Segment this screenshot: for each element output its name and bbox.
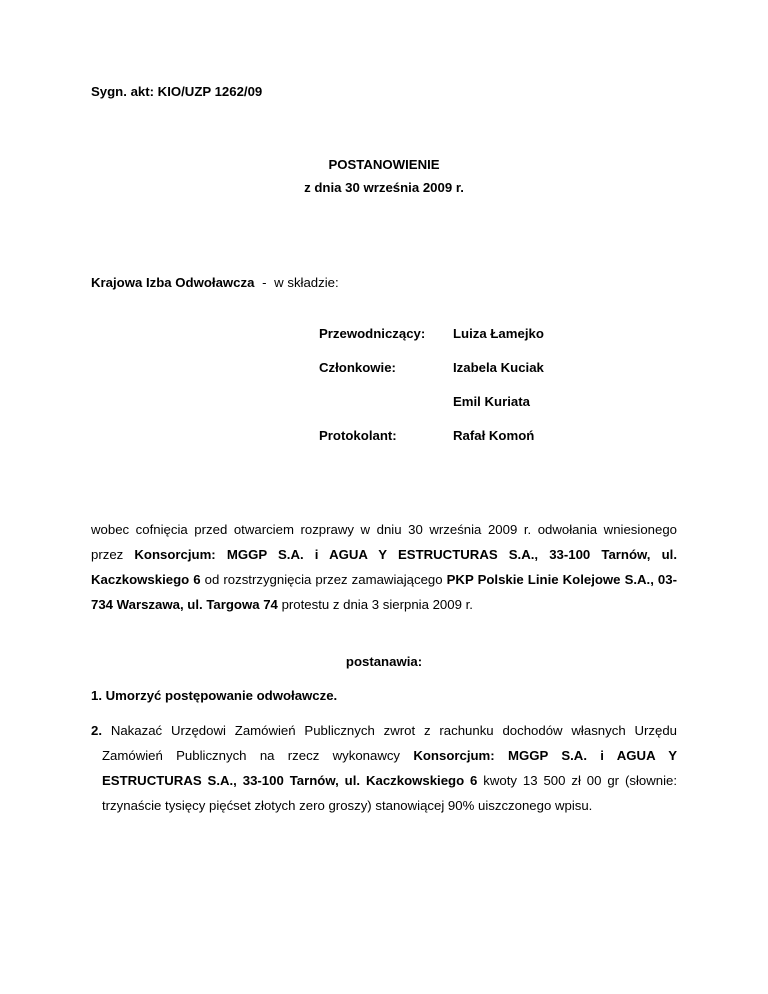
appellant-name: Konsorcjum: MGGP S.A. i AGUA Y ESTRUCTURAS S.A., 33-100 Tarnów, ul. Kaczkowskiego 6: [91, 547, 677, 587]
chamber-separator: -: [262, 275, 267, 290]
intro-text-2: od rozstrzygnięcia przez zamawiającego: [200, 572, 447, 587]
member-1-name: Izabela Kuciak: [453, 360, 544, 375]
chair-name: Luiza Łamejko: [453, 326, 544, 341]
chamber-composition: w składzie:: [274, 275, 339, 290]
case-number: Sygn. akt: KIO/UZP 1262/09: [91, 84, 263, 99]
member-2-name: Emil Kuriata: [453, 394, 530, 409]
item-2-party: Konsorcjum: MGGP S.A. i AGUA Y ESTRUCTURAS S.A., 33-100 Tarnów, ul. Kaczkowskiego 6: [102, 748, 677, 788]
members-label: Członkowie:: [319, 360, 396, 375]
decision-item-1: 1. Umorzyć postępowanie odwoławcze.: [91, 688, 338, 703]
clerk-label: Protokolant:: [319, 428, 397, 443]
intro-text-3: protestu z dnia 3 sierpnia 2009 r.: [277, 597, 473, 612]
intro-text-1: wobec cofnięcia przed otwarciem rozprawy w dniu 30 września 2009 r. odwołania wniesionego przez: [91, 522, 677, 562]
chamber-name: Krajowa Izba Odwoławcza: [91, 275, 255, 290]
intro-paragraph: [91, 517, 677, 617]
contracting-authority: PKP Polskie Linie Kolejowe S.A., 03-734 Warszawa, ul. Targowa 74: [91, 572, 677, 612]
chamber-line: [91, 275, 339, 290]
document-date: z dnia 30 września 2009 r.: [304, 180, 464, 195]
item-2-text-2: kwoty 13 500 zł 00 gr (słownie: trzynaście tysięcy pięćset złotych zero groszy) stanowiącej 90% uiszczonego wpisu.: [102, 773, 678, 813]
item-2-text-1: Nakazać Urzędowi Zamówień Publicznych zwrot z rachunku dochodów własnych Urzędu Zamówień Publicznych na rzecz wykonawcy: [102, 723, 677, 763]
chair-label: Przewodniczący:: [319, 326, 426, 341]
clerk-name: Rafał Komoń: [453, 428, 535, 443]
decision-heading: postanawia:: [345, 654, 423, 669]
document-title: POSTANOWIENIE: [328, 157, 440, 172]
decision-item-2: [91, 718, 677, 818]
item-2-number: 2.: [91, 723, 102, 738]
